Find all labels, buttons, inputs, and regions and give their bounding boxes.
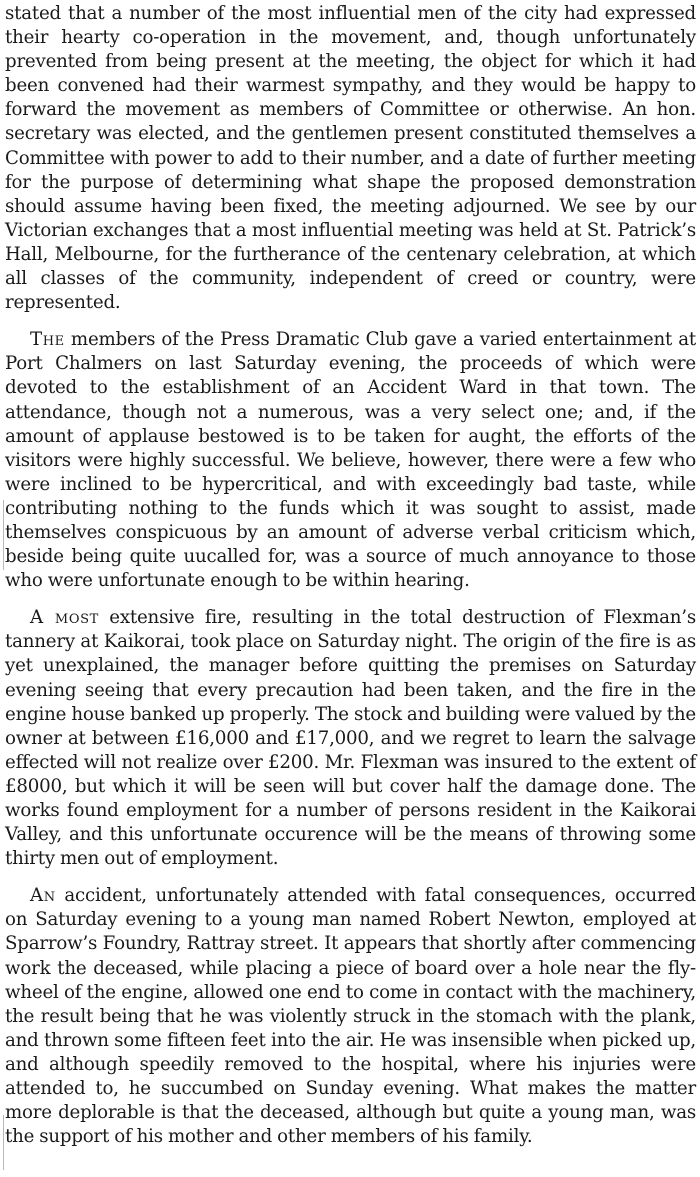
paragraph-text: stated that a number of the most influential men of the city had expressed their hearty co-operation in the movement, and, though unfortunately prevented from being present at the meeting, the object for which it had been convened had their warmest sympathy, and they would be happy to forward the movement as members of Committee or otherwise. An hon. secretary was elected, and the gentlemen present constituted themselves a Committee with power to add to their number, and a date of further meeting for the purpose of determining what shape the proposed demonstration should assume having been fixed, the meeting adjourned. We see by our Victorian exchanges that a most influential meeting was held at St. Patrick’s Hall, Melbourne, for the furtherance of the centenary celebration, at which all classes of the community, independent of creed or country, were represented. [5, 3, 696, 314]
paragraph-foundry-accident [5, 884, 696, 1149]
paragraph-text: members of the Press Dramatic Club gave a varied entertainment at Port Chalmers on last Saturday evening, the proceeds of which were devoted to the establishment of an Accident Ward in that town. The attendance, though not a numerous, was a very select one; and, if the amount of applause bestowed is to be taken for aught, the efforts of the visitors were highly successful. We believe, however, there were a few who were inclined to be hypercritical, and with exceedingly bad taste, while contributing nothing to the funds which it was sought to assist, made themselves conspicuous by an amount of adverse verbal criticism which, beside being quite uucalled for, was a source of much annoyance to those who were unfortunate enough to be within hearing. [5, 329, 696, 592]
paragraph-tannery-fire [5, 606, 696, 871]
paragraph-text: extensive fire, resulting in the total destruction of Flexman’s tannery at Kaikorai, took place on Saturday night. The origin of the fire is as yet unexplained, the manager before quitting the premises on Saturday evening seeing that every precaution had been taken, and the fire in the engine house banked up properly. The stock and building were valued by the owner at between £16,000 and £17,000, and we regret to learn the salvage effected will not realize over £200. Mr. Flexman was insured to the extent of £8000, but which it will be seen will but cover half the damage done. The works found employment for a number of persons resident in the Kaikorai Valley, and this unfortunate occurence will be the means of throwing some thirty men out of employment. [5, 607, 696, 870]
paragraph-press-dramatic-club [5, 328, 696, 593]
paragraph-centenary-meeting [5, 2, 696, 315]
paragraph-lead: A most [30, 607, 99, 629]
column-edge-mark [3, 1115, 4, 1170]
paragraph-lead: The [30, 329, 65, 351]
paragraph-lead: An [30, 885, 56, 907]
column-edge-mark [3, 500, 4, 570]
paragraph-text: accident, unfortunately attended with fatal consequences, occurred on Saturday evening to a young man named Robert Newton, employed at Sparrow’s Foundry, Rattray street. It appears that shortly after commencing work the deceased, while placing a piece of board over a hole near the fly-wheel of the engine, allowed one end to come in contact with the machinery, the result being that he was violently struck in the stomach with the plank, and thrown some fifteen feet into the air. He was insensible when picked up, and although speedily removed to the hospital, where his injuries were attended to, he succumbed on Sunday evening. What makes the matter more deplorable is that the deceased, although but quite a young man, was the support of his mother and other members of his family. [5, 885, 696, 1148]
